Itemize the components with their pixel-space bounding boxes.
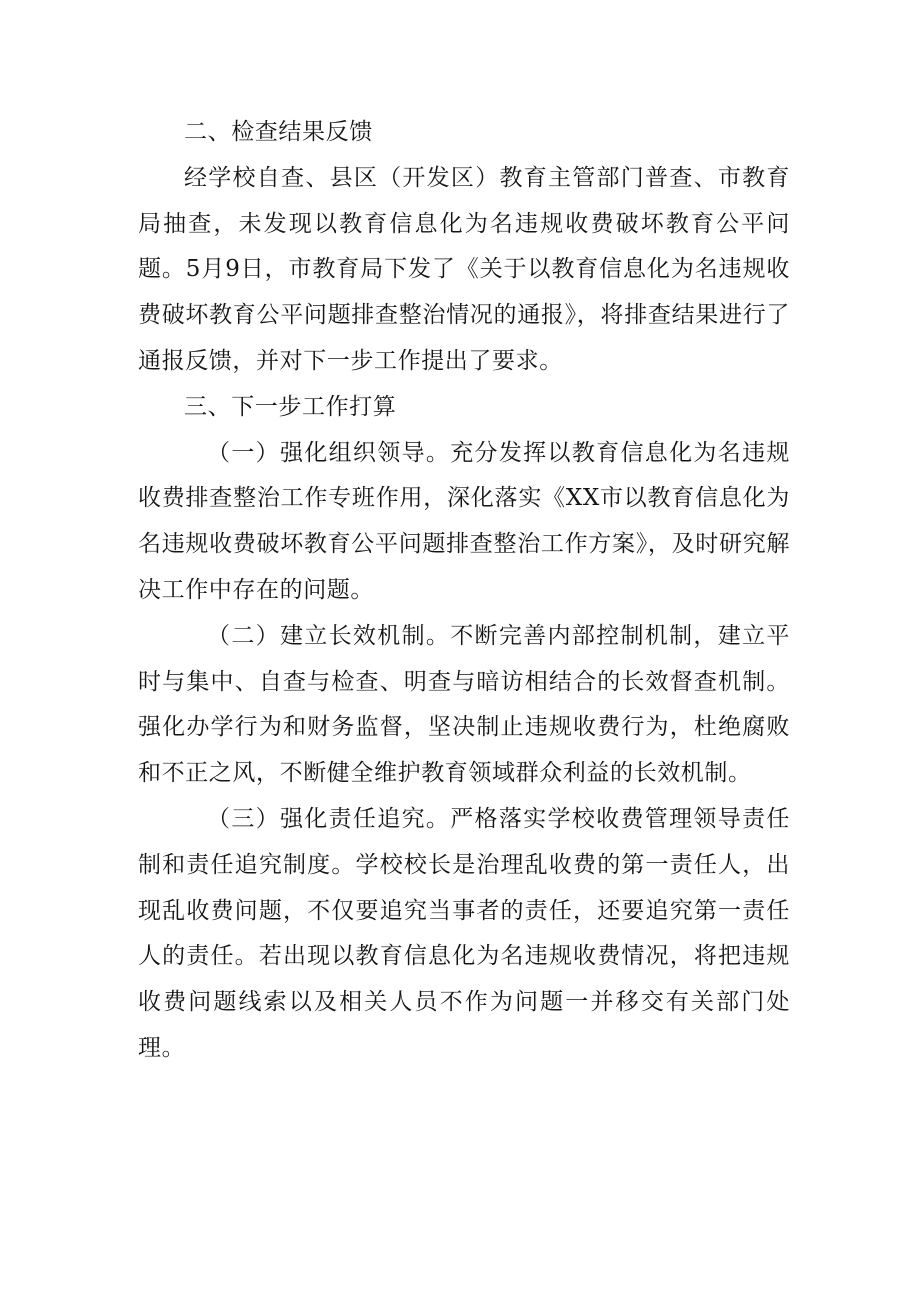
section-heading-next-steps: 三、下一步工作打算 [184, 393, 397, 420]
paragraph-accountability: （三）强化责任追究。严格落实学校收费管理领导责任制和责任追究制度。学校校长是治理乱收费的第一责任人，出现乱收费问题，不仅要追究当事者的责任，还要追究第一责任人的责任。若出现以教育信息化为名违规收费情况，将把违规收费问题线索以及相关人员不作为问题一并移交有关部门处理。 [138, 805, 790, 1061]
paragraph-long-term-mechanism: （二）建立长效机制。不断完善内部控制机制，建立平时与集中、自查与检查、明查与暗访相结合的长效督查机制。强化办学行为和财务监督，坚决制止违规收费行为，杜绝腐败和不正之风，不断健全维护教育领域群众利益的长效机制。 [138, 622, 790, 787]
section-heading-feedback: 二、检查结果反馈 [184, 119, 373, 145]
paragraph-feedback: 经学校自查、县区（开发区）教育主管部门普查、市教育局抽查，未发现以教育信息化为名违规收费破坏教育公平问题。5月9日，市教育局下发了《关于以教育信息化为名违规收费破坏教育公平问题排查整治情况的通报》，将排查结果进行了通报反馈，并对下一步工作提出了要求。 [138, 164, 790, 374]
document-body [138, 110, 790, 1072]
paragraph-organization-leadership: （一）强化组织领导。充分发挥以教育信息化为名违规收费排查整治工作专班作用，深化落实《XX市以教育信息化为名违规收费破坏教育公平问题排查整治工作方案》，及时研究解决工作中存在的问题。 [138, 439, 790, 603]
